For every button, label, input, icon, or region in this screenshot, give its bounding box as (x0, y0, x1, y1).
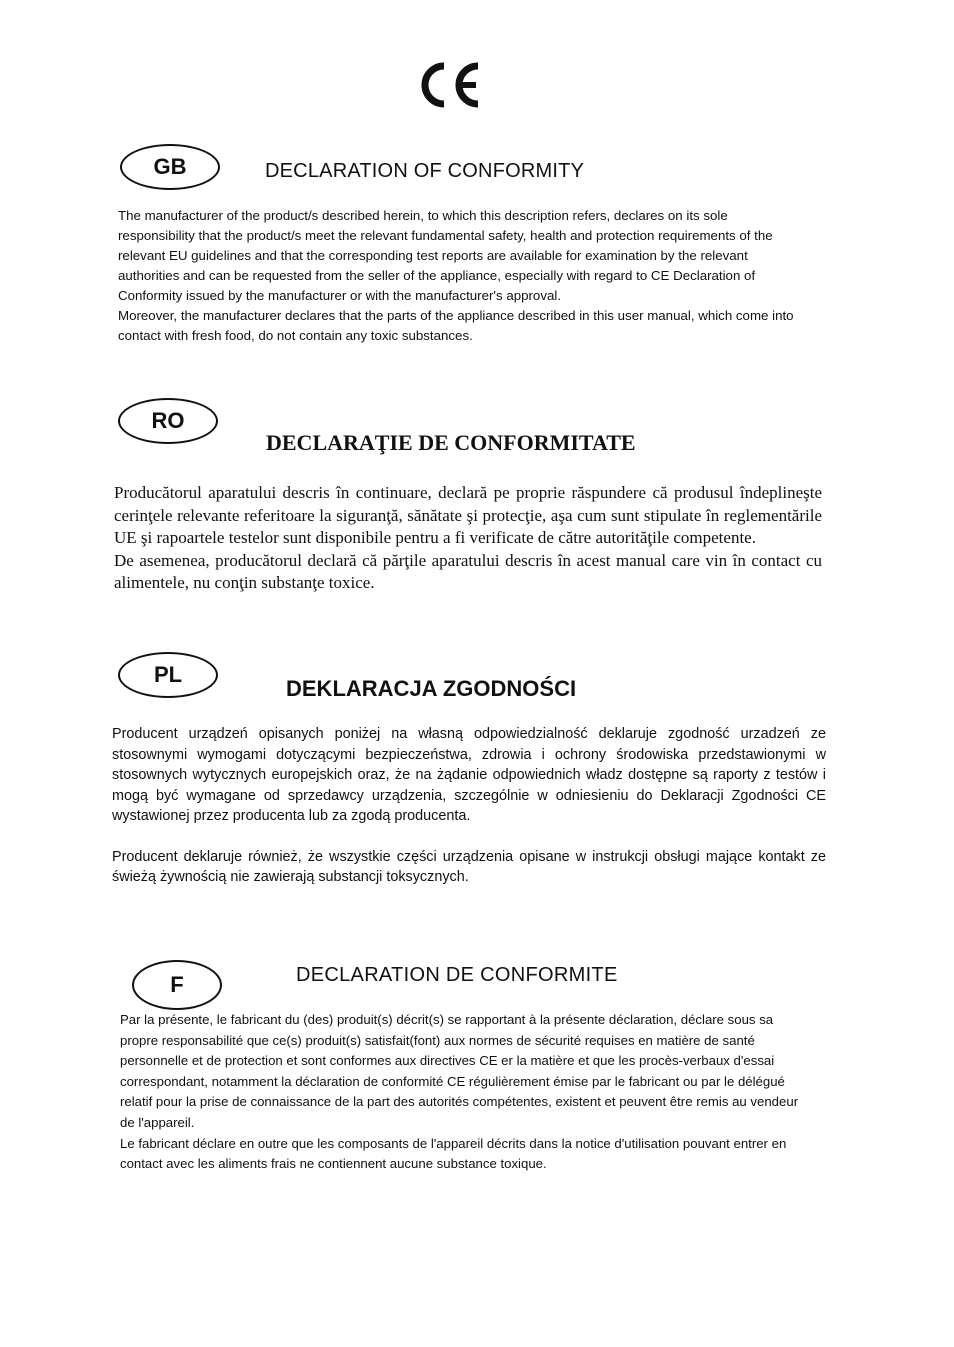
body-paragraph: De asemenea, producătorul declară că părţile aparatului descris în acest manual care vin în contact cu alimentele, nu conţin substanţe toxice. (114, 550, 822, 592)
country-code-badge: RO (118, 398, 218, 444)
section-heading: DECLARATION DE CONFORMITE (296, 964, 618, 986)
body-paragraph: Par la présente, le fabricant du (des) produit(s) décrit(s) se rapportant à la présente déclaration, déclare sous sa propre responsabilité que ce(s) produit(s) satisfait(font) aux normes de sécurité requises en matière de santé personnelle et de protection et sont conformes aux directives CE er la matière et que les procès-verbaux d'essai correspondant, notamment la déclaration de conformité CE régulièrement émise par le fabricant ou par le délégué relatif pour la prise de connaissance de la part des autorités compétentes, existent et peuvent être remis au vendeur de l'appareil. (120, 1012, 799, 1130)
country-code-badge: F (132, 960, 222, 1010)
body-paragraph: Moreover, the manufacturer declares that the parts of the appliance described in this user manual, which come into contact with fresh food, do not contain any toxic substances. (118, 308, 794, 343)
section-body (112, 724, 826, 888)
body-paragraph: Producent deklaruje również, że wszystkie części urządzenia opisane w instrukcji obsługi mające kontakt ze świeżą żywnością nie zawierają substancji toksycznych. (112, 848, 826, 885)
body-paragraph: Producent urządzeń opisanych poniżej na własną odpowiedzialność deklaruje zgodność urzadzeń ze stosownymi wymogami dotyczącymi bezpieczeństwa, zdrowia i ochrony środowiska przedstawionymi w stosownych wytycznych europejskich oraz, że na żądanie odpowiednich władz dostępne są raporty z testów i mogą być wymagane od sprzedawcy urządzenia, szczególnie w odniesieniu do Deklaracji Zgodności CE wystawionej przez producenta lub za zgodą producenta. (112, 726, 826, 824)
country-code-badge: PL (118, 652, 218, 698)
body-paragraph: Le fabricant déclare en outre que les composants de l'appareil décrits dans la notice d'utilisation pouvant entrer en contact avec les aliments frais ne contiennent aucune substance toxique. (120, 1135, 787, 1172)
body-paragraph: Producătorul aparatului descris în continuare, declară pe proprie răspundere că produsul îndeplineşte cerinţele relevante referitoare la siguranţă, sănătate şi protecţie, aşa cum sunt stipulate în reglementările UE şi rapoartele testelor sunt disponibile pentru a fi verificate de către autorităţile competente. (114, 483, 822, 547)
section-heading: DECLARAŢIE DE CONFORMITATE (266, 430, 636, 455)
ce-mark-icon (418, 60, 484, 110)
country-code-badge: GB (120, 144, 220, 190)
section-heading: DECLARATION OF CONFORMITY (265, 160, 585, 182)
body-paragraph: The manufacturer of the product/s described herein, to which this description refers, declares on its sole responsibility that the product/s meet the relevant fundamental safety, health and protection requirements of the relevant EU guidelines and that the corresponding test reports are available for examination by the relevant authorities and can be requested from the seller of the appliance, especially with regard to CE Declaration of Conformity issued by the manufacturer or with the manufacturer's approval. (118, 208, 773, 303)
section-body (118, 206, 808, 346)
section-body (120, 1010, 806, 1175)
section-heading: DEKLARACJA ZGODNOŚCI (286, 676, 577, 701)
section-body (114, 482, 822, 595)
